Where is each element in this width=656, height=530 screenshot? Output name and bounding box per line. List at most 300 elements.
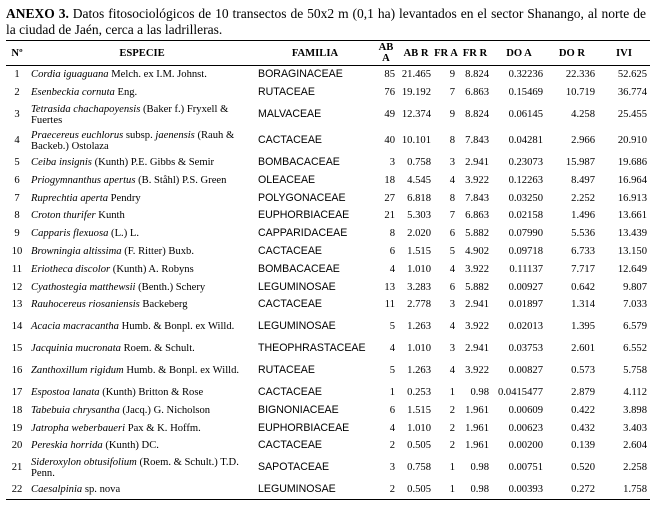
table-row (6, 243, 650, 261)
aba-cell: 2 (389, 440, 395, 452)
header-dor: DO R (558, 47, 586, 59)
aba-cell: 21 (384, 210, 395, 222)
ivi-cell: 25.455 (617, 109, 647, 121)
family-cell: EUPHORBIACEAE (258, 209, 350, 222)
species-cell (28, 128, 256, 154)
ivi-cell: 4.112 (623, 386, 647, 398)
row-number: 3 (14, 109, 20, 121)
row-number: 18 (11, 404, 23, 416)
aba-cell: 4 (389, 343, 395, 355)
ivi-cell: 19.686 (617, 156, 647, 168)
aba-cell: 6 (389, 404, 395, 416)
dor-cell: 7.717 (571, 263, 595, 275)
abr-cell: 3.283 (407, 281, 431, 293)
abr-cell: 0.758 (407, 156, 431, 168)
row-number: 8 (14, 210, 20, 222)
fra-cell: 7 (449, 210, 455, 222)
row-number: 12 (11, 281, 23, 293)
ivi-cell: 3.898 (623, 404, 647, 416)
family-cell: LEGUMINOSAE (258, 483, 336, 496)
ivi-cell: 5.758 (623, 365, 647, 377)
aba-cell: 5 (389, 365, 395, 377)
abr-cell: 4.545 (407, 174, 431, 186)
species-cell (28, 437, 256, 455)
species-author: Humb. & Bonpl. ex Willd. (118, 321, 235, 333)
row-number: 9 (14, 228, 20, 240)
dor-cell: 1.314 (571, 299, 595, 311)
table-caption (6, 6, 646, 38)
species-name: Ruprechtia aperta (31, 192, 108, 204)
family-cell: RUTACEAE (258, 364, 315, 377)
header-abr: AB R (403, 47, 429, 59)
species-name: Caesalpinia (31, 484, 83, 496)
ivi-cell: 1.758 (623, 484, 647, 496)
abr-cell: 21.465 (401, 69, 431, 81)
aba-cell: 6 (389, 245, 395, 257)
abr-cell: 1.515 (407, 245, 431, 257)
table-row (6, 102, 650, 128)
dor-cell: 0.432 (571, 422, 595, 434)
family-cell: CACTACEAE (258, 244, 322, 257)
dor-cell: 2.879 (571, 386, 595, 398)
species-name: Praecereus euchlorus (31, 129, 124, 141)
frr-cell: 8.824 (465, 109, 489, 121)
doa-cell: 0.02013 (508, 321, 543, 333)
family-cell: CAPPARIDACEAE (258, 227, 348, 240)
aba-cell: 11 (384, 299, 395, 311)
dor-cell: 1.395 (571, 321, 595, 333)
row-number: 14 (11, 321, 23, 333)
row-number: 20 (11, 440, 23, 452)
header-especie: ESPECIE (119, 47, 165, 59)
abr-cell: 1.010 (407, 422, 431, 434)
abr-cell: 2.020 (407, 228, 431, 240)
species-cell (28, 481, 256, 499)
doa-cell: 0.00609 (508, 404, 543, 416)
doa-cell: 0.00393 (508, 484, 543, 496)
row-number: 19 (11, 422, 23, 434)
doa-cell: 0.02158 (508, 210, 543, 222)
fra-cell: 2 (449, 440, 455, 452)
abr-cell: 0.758 (407, 462, 431, 474)
table-row (6, 358, 650, 384)
species-author: (Kunth) DC. (102, 440, 159, 452)
species-name: Ceiba insignis (31, 156, 92, 168)
row-number: 21 (11, 462, 23, 474)
table-row (6, 154, 650, 172)
fra-cell: 3 (449, 156, 455, 168)
table-row (6, 401, 650, 419)
table-row (6, 419, 650, 437)
species-author: (Roem. & Schult.) T.D. Penn. (31, 456, 239, 479)
species-cell (28, 84, 256, 102)
doa-cell: 0.00200 (508, 440, 543, 452)
species-cell (28, 225, 256, 243)
species-author: (Jacq.) G. Nicholson (119, 404, 211, 416)
species-name: Croton thurifer (31, 210, 96, 222)
caption-label: ANEXO 3. (6, 6, 69, 21)
species-name: Zanthoxillum rigidum (31, 365, 124, 377)
table-row (6, 340, 650, 358)
species-author: (Baker f.) Fryxell & Fuertes (31, 103, 229, 126)
ivi-cell: 36.774 (617, 87, 647, 99)
fra-cell: 2 (449, 422, 455, 434)
fra-cell: 1 (449, 462, 455, 474)
frr-cell: 5.882 (465, 228, 489, 240)
fra-cell: 5 (449, 245, 455, 257)
species-name: Espostoa lanata (31, 386, 100, 398)
header-frr: FR R (462, 47, 488, 59)
row-number: 1 (14, 69, 20, 81)
species-cell (28, 260, 256, 278)
species-cell (28, 102, 256, 128)
header-aba: AB A (378, 42, 394, 64)
doa-cell: 0.23073 (508, 156, 543, 168)
species-author: subsp. (123, 129, 156, 141)
species-author: Pendry (108, 192, 141, 204)
table-row (6, 84, 650, 102)
abr-cell: 1.263 (407, 365, 431, 377)
ivi-cell: 7.033 (623, 299, 647, 311)
dor-cell: 6.733 (571, 245, 595, 257)
species-cell (28, 189, 256, 207)
fra-cell: 4 (449, 263, 455, 275)
ivi-cell: 13.439 (617, 228, 647, 240)
species-author: Humb. & Bonpl. ex Willd. (123, 365, 240, 377)
row-number: 22 (11, 484, 23, 496)
dor-cell: 22.336 (565, 69, 595, 81)
doa-cell: 0.00827 (508, 365, 543, 377)
doa-cell: 0.03250 (508, 192, 543, 204)
species-name: Sideroxylon obtusifolium (31, 456, 137, 468)
dor-cell: 8.497 (571, 174, 595, 186)
ivi-cell: 16.964 (617, 174, 647, 186)
fra-cell: 6 (449, 281, 455, 293)
frr-cell: 3.922 (465, 263, 489, 275)
species-author: (B. Ståhl) P.S. Green (135, 174, 227, 186)
ivi-cell: 6.552 (623, 343, 647, 355)
abr-cell: 6.818 (407, 192, 431, 204)
frr-cell: 0.98 (470, 484, 489, 496)
abr-cell: 12.374 (401, 109, 431, 121)
header-familia: FAMILIA (291, 47, 339, 59)
table-row (6, 207, 650, 225)
dor-cell: 0.422 (571, 404, 595, 416)
frr-cell: 0.98 (470, 386, 489, 398)
doa-cell: 0.03753 (508, 343, 543, 355)
species-author: (Kunth) A. Robyns (110, 263, 194, 275)
species-name: Tabebuia chrysantha (31, 404, 120, 416)
species-name: Esenbeckia cornuta (31, 87, 115, 99)
abr-cell: 2.778 (407, 299, 431, 311)
species-cell (28, 171, 256, 189)
frr-cell: 0.98 (470, 462, 489, 474)
abr-cell: 5.303 (407, 210, 431, 222)
table-row (6, 225, 650, 243)
family-cell: BORAGINACEAE (258, 68, 343, 81)
ivi-cell: 13.150 (617, 245, 647, 257)
doa-cell: 0.04281 (508, 135, 543, 147)
doa-cell: 0.11137 (509, 263, 543, 275)
species-author: Backeberg (139, 299, 188, 311)
doa-cell: 0.06145 (508, 109, 543, 121)
species-cell (28, 401, 256, 419)
species-author: (Benth.) Schery (135, 281, 206, 293)
frr-cell: 6.863 (465, 87, 489, 99)
family-cell: LEGUMINOSAE (258, 320, 336, 333)
caption-text: Datos fitosociológicos de 10 transectos de 50x2 m (0,1 ha) levantados en el sector Shanango, al norte de la ciudad de Jaén, cerca a las ladrilleras. (6, 6, 646, 37)
species-author: (Kunth) P.E. Gibbs & Semir (91, 156, 215, 168)
frr-cell: 8.824 (465, 69, 489, 81)
ivi-cell: 2.604 (623, 440, 647, 452)
species-name: Acacia macracantha (31, 321, 119, 333)
aba-cell: 27 (384, 192, 395, 204)
species-author: (F. Ritter) Buxb. (121, 245, 194, 257)
abr-cell: 0.505 (407, 484, 431, 496)
family-cell: RUTACEAE (258, 86, 315, 99)
abr-cell: 1.010 (407, 343, 431, 355)
dor-cell: 0.573 (571, 365, 595, 377)
species-name: Cyathostegia matthewsii (31, 281, 136, 293)
ivi-cell: 20.910 (617, 135, 647, 147)
aba-cell: 3 (389, 462, 395, 474)
family-cell: LEGUMINOSAE (258, 280, 336, 293)
dor-cell: 5.536 (571, 228, 595, 240)
species-name: Browningia altissima (31, 245, 122, 257)
fra-cell: 8 (449, 135, 455, 147)
fra-cell: 8 (449, 192, 455, 204)
dor-cell: 2.601 (571, 343, 595, 355)
frr-cell: 3.922 (465, 321, 489, 333)
frr-cell: 5.882 (465, 281, 489, 293)
table-row (6, 296, 650, 314)
frr-cell: 2.941 (465, 156, 489, 168)
species-name: Rauhocereus riosaniensis (31, 299, 140, 311)
doa-cell: 0.15469 (508, 87, 543, 99)
dor-cell: 2.252 (571, 192, 595, 204)
frr-cell: 7.843 (465, 192, 489, 204)
abr-cell: 10.101 (401, 135, 431, 147)
species-cell (28, 340, 256, 358)
aba-cell: 5 (389, 321, 395, 333)
frr-cell: 1.961 (465, 422, 489, 434)
aba-cell: 3 (389, 156, 395, 168)
row-number: 17 (11, 386, 23, 398)
doa-cell: 0.12263 (508, 174, 543, 186)
abr-cell: 1.263 (407, 321, 431, 333)
header-fra: FR A (434, 47, 458, 59)
table-row (6, 437, 650, 455)
species-cell (28, 455, 256, 481)
species-name: Jacquinia mucronata (31, 343, 121, 355)
species-cell (28, 384, 256, 402)
dor-cell: 0.642 (571, 281, 595, 293)
species-cell (28, 419, 256, 437)
doa-cell: 0.32236 (508, 69, 543, 81)
row-number: 15 (11, 343, 23, 355)
species-infraspecific-name: jaenensis (155, 129, 195, 141)
dor-cell: 10.719 (565, 87, 595, 99)
fra-cell: 3 (449, 343, 455, 355)
species-author: Eng. (114, 87, 138, 99)
dor-cell: 0.139 (571, 440, 595, 452)
family-cell: BIGNONIACEAE (258, 403, 339, 416)
species-author: (L.) L. (108, 228, 139, 240)
abr-cell: 1.010 (407, 263, 431, 275)
species-author: sp. nova (82, 484, 121, 496)
species-author: Kunth (95, 210, 125, 222)
fra-cell: 3 (449, 299, 455, 311)
ivi-cell: 6.579 (623, 321, 647, 333)
aba-cell: 4 (389, 422, 395, 434)
family-cell: BOMBACACEAE (258, 155, 340, 168)
ivi-cell: 13.661 (617, 210, 647, 222)
species-author: (Kunth) Britton & Rose (99, 386, 204, 398)
family-cell: BOMBACACEAE (258, 262, 340, 275)
doa-cell: 0.07990 (508, 228, 543, 240)
species-cell (28, 296, 256, 314)
table-row (6, 314, 650, 340)
doa-cell: 0.09718 (508, 245, 543, 257)
dor-cell: 1.496 (571, 210, 595, 222)
aba-cell: 13 (384, 281, 395, 293)
row-number: 10 (11, 245, 23, 257)
ivi-cell: 12.649 (617, 263, 647, 275)
row-number: 7 (14, 192, 20, 204)
table-row (6, 481, 650, 499)
fra-cell: 9 (449, 109, 455, 121)
ivi-cell: 3.403 (623, 422, 647, 434)
frr-cell: 6.863 (465, 210, 489, 222)
fra-cell: 4 (449, 365, 455, 377)
frr-cell: 3.922 (465, 174, 489, 186)
abr-cell: 19.192 (401, 87, 431, 99)
row-number: 4 (14, 135, 20, 147)
table-body (6, 66, 650, 500)
doa-cell: 0.00751 (508, 462, 543, 474)
fra-cell: 4 (449, 174, 455, 186)
ivi-cell: 9.807 (623, 281, 647, 293)
aba-cell: 40 (384, 135, 395, 147)
ivi-cell: 16.913 (617, 192, 647, 204)
dor-cell: 2.966 (571, 135, 595, 147)
header-ivi: IVI (616, 47, 632, 59)
species-name: Cordia iguaguana (31, 69, 109, 81)
family-cell: MALVACEAE (258, 108, 322, 121)
table-row (6, 189, 650, 207)
family-cell: THEOPHRASTACEAE (258, 342, 366, 355)
aba-cell: 76 (384, 87, 395, 99)
family-cell: CACTACEAE (258, 134, 322, 147)
species-cell (28, 66, 256, 84)
ivi-cell: 52.625 (617, 69, 647, 81)
fra-cell: 1 (449, 484, 455, 496)
doa-cell: 0.00927 (508, 281, 543, 293)
species-cell (28, 278, 256, 296)
row-number: 13 (11, 299, 23, 311)
header-number: Nº (11, 47, 23, 59)
fra-cell: 6 (449, 228, 455, 240)
table-row (6, 260, 650, 278)
species-cell (28, 243, 256, 261)
fra-cell: 2 (449, 404, 455, 416)
row-number: 16 (11, 365, 23, 377)
frr-cell: 2.941 (465, 343, 489, 355)
species-cell (28, 154, 256, 172)
species-author: Pax & K. Hoffm. (125, 422, 201, 434)
doa-cell: 0.01897 (508, 299, 543, 311)
table-row (6, 384, 650, 402)
abr-cell: 0.253 (407, 386, 431, 398)
family-cell: POLYGONACEAE (258, 191, 346, 204)
phytosociology-table (6, 40, 650, 500)
dor-cell: 0.520 (571, 462, 595, 474)
species-author: Melch. ex I.M. Johnst. (108, 69, 207, 81)
species-cell (28, 314, 256, 340)
dor-cell: 4.258 (571, 109, 595, 121)
frr-cell: 1.961 (465, 440, 489, 452)
aba-cell: 1 (389, 386, 395, 398)
family-cell: CACTACEAE (258, 385, 322, 398)
frr-cell: 3.922 (465, 365, 489, 377)
row-number: 2 (14, 87, 20, 99)
aba-cell: 8 (389, 228, 395, 240)
table-row (6, 278, 650, 296)
dor-cell: 0.272 (571, 484, 595, 496)
species-name: Tetrasida chachapoyensis (31, 103, 141, 115)
species-cell (28, 207, 256, 225)
family-cell: EUPHORBIACEAE (258, 421, 350, 434)
frr-cell: 2.941 (465, 299, 489, 311)
header-doa: DO A (506, 47, 532, 59)
row-number: 5 (14, 156, 20, 168)
doa-cell: 0.0415477 (497, 386, 543, 398)
family-cell: OLEACEAE (258, 173, 316, 186)
species-name: Pereskia horrida (31, 440, 103, 452)
table-row (6, 66, 650, 84)
dor-cell: 15.987 (565, 156, 595, 168)
frr-cell: 4.902 (465, 245, 489, 257)
aba-cell: 2 (389, 484, 395, 496)
species-name: Capparis flexuosa (31, 228, 109, 240)
frr-cell: 1.961 (465, 404, 489, 416)
fra-cell: 9 (449, 69, 455, 81)
aba-cell: 4 (389, 263, 395, 275)
aba-cell: 18 (384, 174, 395, 186)
species-cell (28, 358, 256, 384)
table-row (6, 171, 650, 189)
doa-cell: 0.00623 (508, 422, 543, 434)
row-number: 6 (14, 174, 20, 186)
aba-cell: 49 (384, 109, 395, 121)
species-author: Roem. & Schult. (120, 343, 195, 355)
fra-cell: 7 (449, 87, 455, 99)
species-infraspecific-author: (Rauh & Backeb.) Ostolaza (31, 129, 235, 152)
species-name: Jatropha weberbaueri (31, 422, 126, 434)
family-cell: SAPOTACEAE (258, 461, 330, 474)
table-header-row (6, 41, 650, 66)
table-row (6, 455, 650, 481)
family-cell: CACTACEAE (258, 298, 322, 311)
ivi-cell: 2.258 (623, 462, 647, 474)
species-name: Eriotheca discolor (31, 263, 111, 275)
family-cell: CACTACEAE (258, 439, 322, 452)
fra-cell: 1 (449, 386, 455, 398)
row-number: 11 (11, 263, 23, 275)
species-name: Priogymnanthus apertus (31, 174, 136, 186)
fra-cell: 4 (449, 321, 455, 333)
frr-cell: 7.843 (465, 135, 489, 147)
